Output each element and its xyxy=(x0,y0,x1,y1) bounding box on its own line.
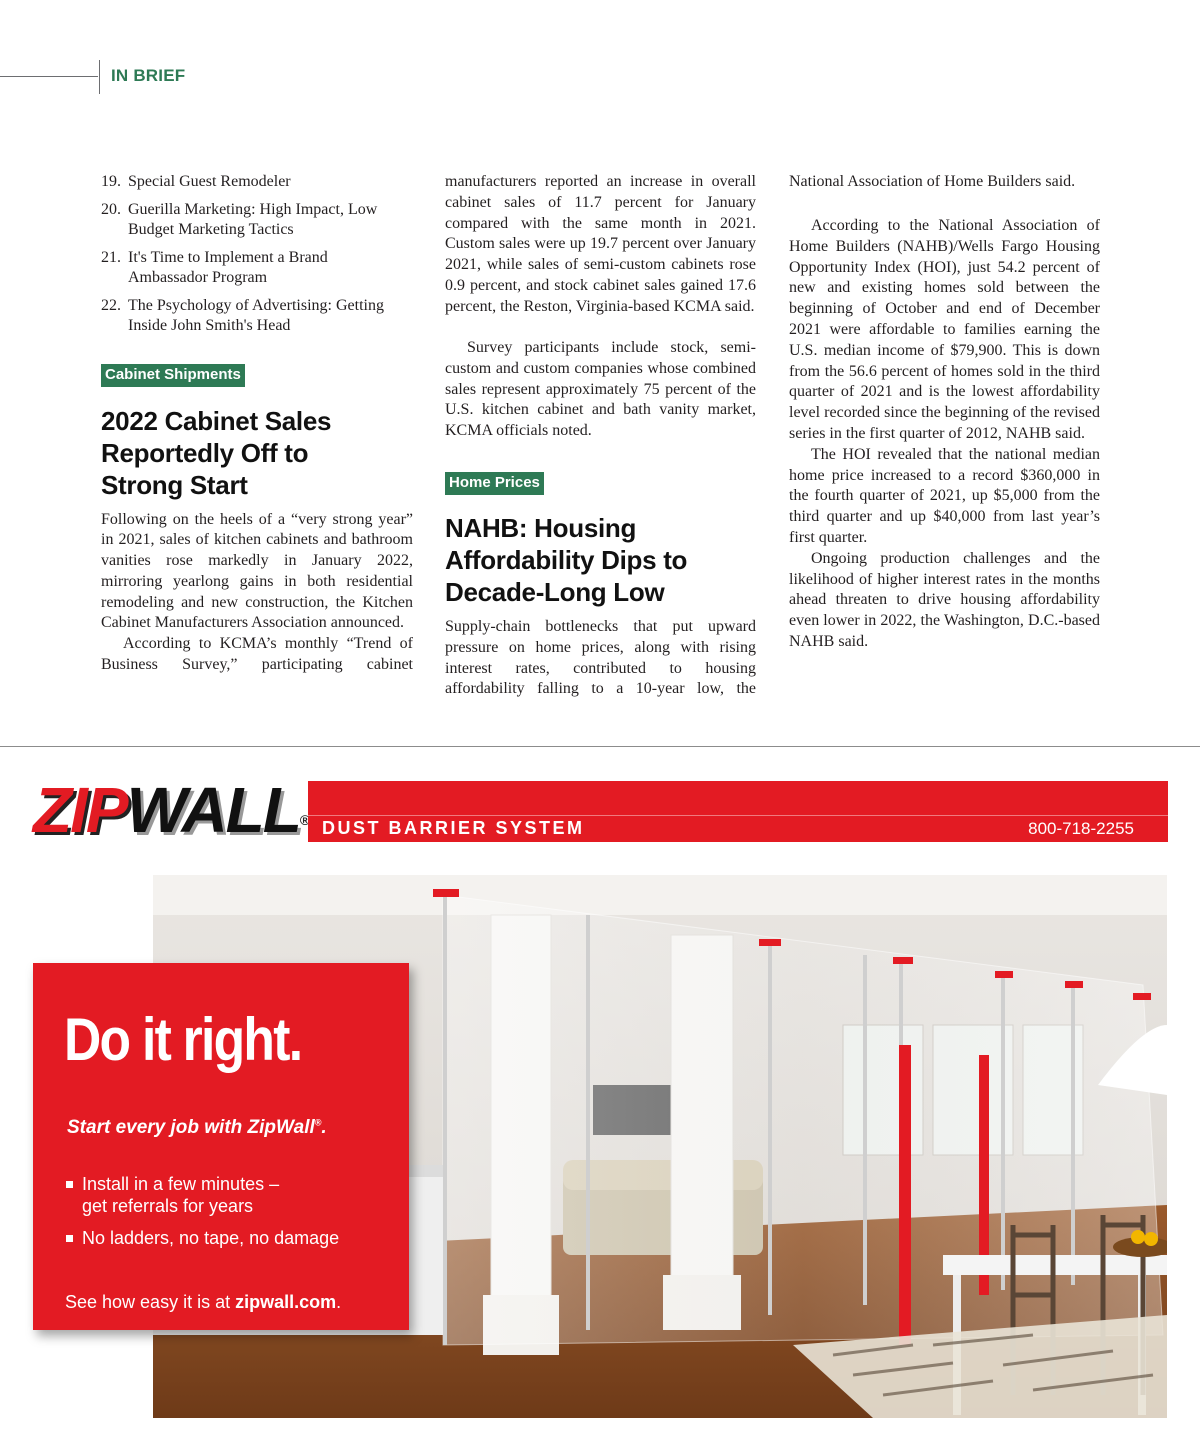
article-1-paragraph-3: Survey participants include stock, semi-custom and custom companies whose combined sales represent approximately 75 percent of the U.S. kitchen cabinet and bath vanity market, KCMA officials noted. xyxy=(445,339,756,440)
ad-callout-box xyxy=(33,963,409,1330)
article-2-paragraph-1-continued: National Association of Home Builders said. xyxy=(789,173,1076,190)
list-number: 21. xyxy=(101,248,121,266)
article-2-continued xyxy=(789,172,1100,214)
article-2-paragraph-2: According to the National Association of Home Builders (NAHB)/Wells Fargo Housing Opportunity Index (HOI), just 54.2 percent of new and existing homes sold between the beginning of October and end of December 2021 were affordable to families earning the U.S. median income of $79,900. This is down from the 56.6 percent of homes sold in the third quarter of 2021 and is the lowest affordability level recorded since the beginning of the revised series in the first quarter of 2012, NAHB said. xyxy=(789,217,1100,442)
column-2 xyxy=(445,172,756,700)
article-1-headline: 2022 Cabinet Sales Reportedly Off to Strong Start xyxy=(101,405,332,500)
ad-headline: Do it right. xyxy=(64,1006,302,1073)
list-text: Inside John Smith's Head xyxy=(128,317,291,334)
ad-bullets xyxy=(66,1173,339,1259)
header-rule xyxy=(0,76,98,77)
list-text: Guerilla Marketing: High Impact, Low xyxy=(128,200,378,218)
ad-banner xyxy=(308,781,1168,842)
header-tick xyxy=(99,60,100,94)
page-divider xyxy=(0,746,1200,747)
section-tag-cabinet-shipments: Cabinet Shipments xyxy=(101,364,245,387)
column-1 xyxy=(101,172,413,676)
ad-bullet: No ladders, no tape, no damage xyxy=(66,1227,339,1249)
article-1-paragraph-2: According to KCMA’s monthly “Trend of Business Survey,” participating cabinet xyxy=(101,635,413,674)
numbered-list xyxy=(101,172,413,337)
ad-subhead: Start every job with ZipWall®. xyxy=(67,1117,327,1138)
ad-footer: See how easy it is at zipwall.com. xyxy=(65,1292,342,1312)
ad-bullet: Install in a few minutes – get referrals for years xyxy=(66,1173,339,1217)
zipwall-logo: ZIPWALL® xyxy=(33,774,309,846)
article-2-paragraph-1: Supply-chain bottlenecks that put upward pressure on home prices, along with rising interest rates, contributed to housing affordability falling to a 10-year low, the xyxy=(445,617,756,698)
section-label: IN BRIEF xyxy=(111,66,186,85)
list-number: 22. xyxy=(101,296,121,314)
list-number: 19. xyxy=(101,173,121,190)
article-2-headline: NAHB: Housing Affordability Dips to Decade-Long Low xyxy=(445,512,688,607)
list-number: 20. xyxy=(101,200,121,218)
column-3 xyxy=(789,172,1100,653)
list-item xyxy=(101,172,413,193)
ad-phone: 800-718-2255 xyxy=(1028,819,1134,838)
list-text: Special Guest Remodeler xyxy=(128,173,291,190)
article-2-body-start xyxy=(445,617,756,700)
list-item xyxy=(101,248,413,289)
article-1-continued xyxy=(445,172,756,338)
list-text: Budget Marketing Tactics xyxy=(128,221,294,238)
article-1-paragraph-1: Following on the heels of a “very strong year” in 2021, sales of kitchen cabinets and bathroom vanities rose markedly in January 2022, mirroring yearlong gains in both residential remodeling and new construction, the Kitchen Cabinet Manufacturers Association announced. xyxy=(101,510,413,632)
section-tag-home-prices: Home Prices xyxy=(445,472,544,495)
list-item xyxy=(101,200,413,241)
article-2-paragraph-4: Ongoing production challenges and the likelihood of higher interest rates in the months ahead threaten to drive housing affordability even lower in 2022, the Washington, D.C.-based NAHB said. xyxy=(789,549,1100,650)
article-1-body xyxy=(101,510,413,676)
list-text: It's Time to Implement a Brand xyxy=(128,248,328,266)
article-1-paragraph-2-continued: manufacturers reported an increase in overall cabinet sales of 11.7 percent for January compared with the same month in 2021. Custom sales were up 19.7 percent over January 2021, while sales of semi-custom cabinets rose 0.9 percent, and stock cabinet sales gained 17.6 percent, the Reston, Virginia-based KCMA said. xyxy=(445,173,756,315)
list-item xyxy=(101,296,413,337)
article-2-paragraph-3: The HOI revealed that the national median home price increased to a record $360,000 in the fourth quarter of 2021, up $5,000 from the third quarter and up $40,000 from last year’s first quarter. xyxy=(789,445,1100,546)
list-text: Ambassador Program xyxy=(128,269,268,286)
ad-tagline: DUST BARRIER SYSTEM xyxy=(322,818,585,838)
ad-website-link[interactable]: zipwall.com xyxy=(235,1292,337,1312)
list-text: The Psychology of Advertising: Getting xyxy=(128,296,384,314)
